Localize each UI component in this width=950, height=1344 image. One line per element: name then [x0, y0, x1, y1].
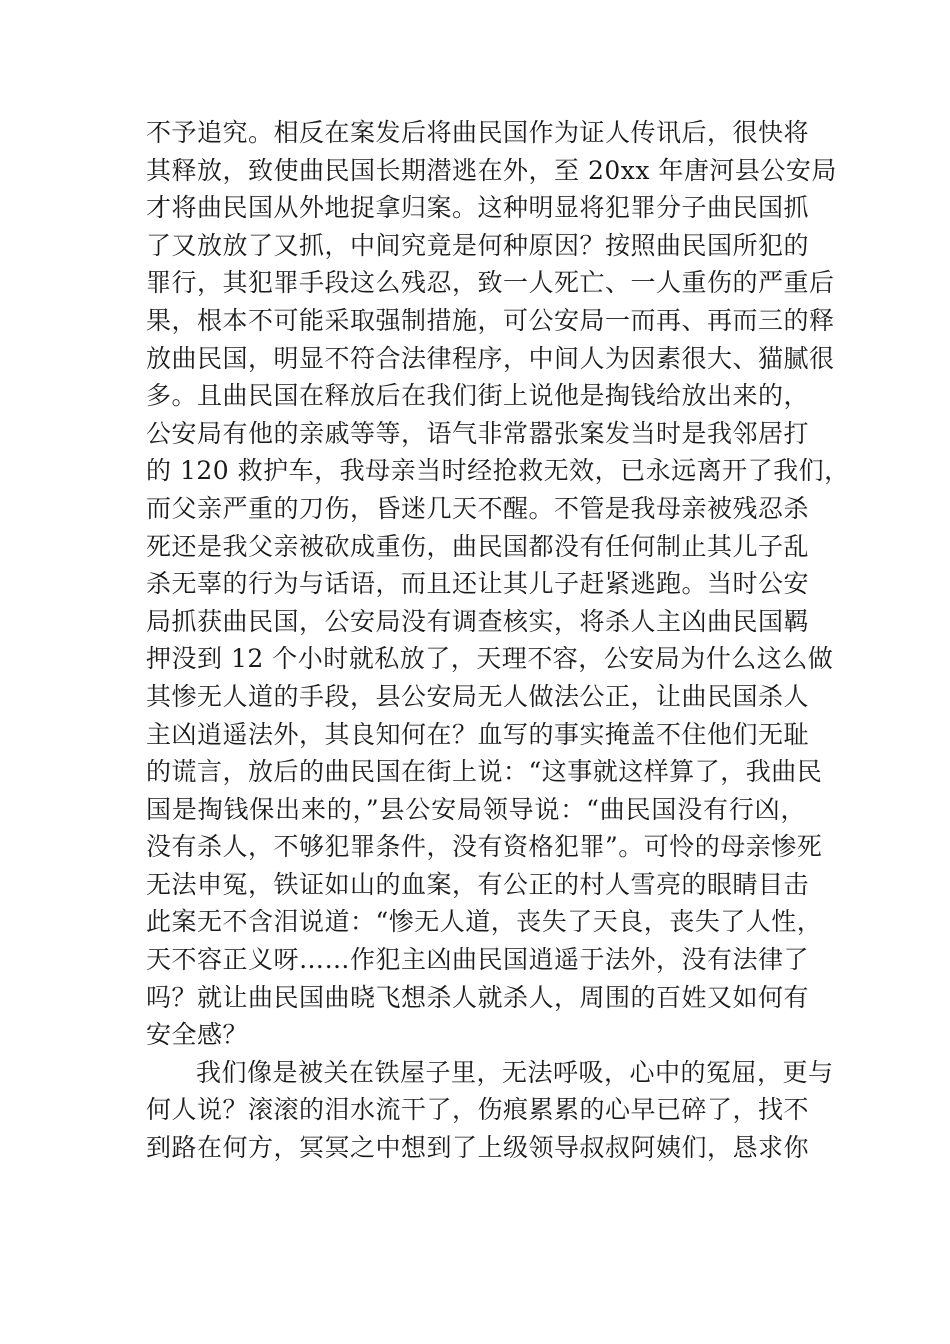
text-line: 了又放放了又抓，中间究竟是何种原因？按照曲民国所犯的: [146, 230, 810, 260]
text-line: 主凶逍遥法外，其良知何在？血写的事实掩盖不住他们无耻: [146, 719, 810, 749]
text-line: 而父亲严重的刀伤，昏迷几天不醒。不管是我母亲被残忍杀: [146, 493, 810, 523]
text-line: 其释放，致使曲民国长期潜逃在外，至 20xx 年唐河县公安局: [146, 155, 837, 185]
text-line: 不予追究。相反在案发后将曲民国作为证人传讯后，很快将: [146, 118, 810, 147]
text-line: 没有杀人，不够犯罪条件，没有资格犯罪”。可怜的母亲惨死: [146, 832, 823, 862]
text-line: 公安局有他的亲戚等等，语气非常嚣张案发当时是我邻居打: [146, 418, 810, 448]
text-line: 押没到 12 个小时就私放了，天理不容，公安局为什么这么做: [146, 644, 834, 674]
text-line: 吗？就让曲民国曲晓飞想杀人就杀人，周围的百姓又如何有: [146, 982, 810, 1012]
text-line: 天不容正义呀……作犯主凶曲民国逍遥于法外，没有法律了: [146, 945, 810, 975]
text-line: 放曲民国，明显不符合法律程序，中间人为因素很大、猫腻很: [146, 343, 835, 373]
text-line: 无法申冤，铁证如山的血案，有公正的村人雪亮的眼睛目击: [146, 869, 810, 899]
text-line: 其惨无人道的手段，县公安局无人做法公正，让曲民国杀人: [146, 681, 810, 711]
text-line: 国是掏钱保出来的，”县公安局领导说：“曲民国没有行凶，: [146, 794, 806, 824]
text-line: 我们像是被关在铁屋子里，无法呼吸，心中的冤屈，更与: [196, 1057, 834, 1087]
body-text: [146, 114, 850, 1167]
text-line: 的 120 救护车，我母亲当时经抢救无效，已永远离开了我们，: [146, 456, 850, 486]
text-line: 多。且曲民国在释放后在我们街上说他是掏钱给放出来的，: [146, 381, 810, 411]
text-line: 安全感？: [146, 1020, 249, 1050]
text-line: 才将曲民国从外地捉拿归案。这种明显将犯罪分子曲民国抓: [146, 193, 810, 223]
paragraph-1: [146, 114, 850, 1054]
text-line: 此案无不含泪说道：“惨无人道，丧失了天良，丧失了人性，: [146, 907, 823, 937]
paragraph-2: [146, 1054, 834, 1167]
text-line: 何人说？滚滚的泪水流干了，伤痕累累的心早已碎了，找不: [146, 1095, 810, 1125]
text-line: 局抓获曲民国，公安局没有调查核实，将杀人主凶曲民国羁: [146, 606, 810, 636]
text-line: 果，根本不可能采取强制措施，可公安局一而再、再而三的释: [146, 305, 835, 335]
text-line: 的谎言，放后的曲民国在街上说：“这事就这样算了，我曲民: [146, 757, 823, 787]
text-line: 到路在何方，冥冥之中想到了上级领导叔叔阿姨们，恳求你: [146, 1133, 810, 1163]
text-line: 杀无辜的行为与话语，而且还让其儿子赶紧逃跑。当时公安: [146, 569, 810, 599]
text-line: 死还是我父亲被砍成重伤，曲民国都没有任何制止其儿子乱: [146, 531, 810, 561]
text-line: 罪行，其犯罪手段这么残忍，致一人死亡、一人重伤的严重后: [146, 268, 835, 298]
